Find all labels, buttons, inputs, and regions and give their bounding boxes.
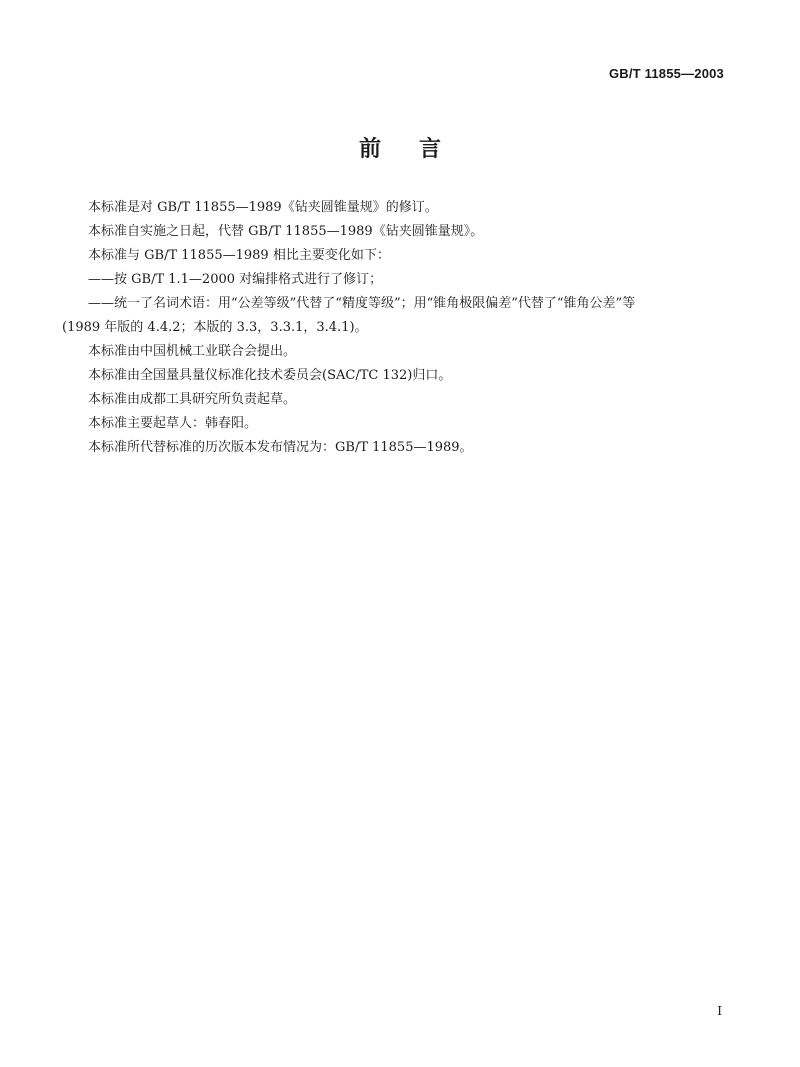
paragraph-proposed-by: 本标准由中国机械工业联合会提出。 [88,344,297,359]
list-item-terminology-continued: (1989 年版的 4.4.2；本版的 3.3，3.3.1，3.4.1)。 [62,320,368,335]
foreword-body [62,196,742,460]
page-number: I [717,1004,722,1018]
standard-number: GB/T 11855—2003 [608,66,724,81]
list-item-format-revision: ——按 GB/T 1.1—2000 对编排格式进行了修订； [88,272,383,287]
paragraph-drafted-by: 本标准由成都工具研究所负责起草。 [88,392,297,407]
paragraph-previous-editions: 本标准所代替标准的历次版本发布情况为：GB/T 11855—1989。 [88,440,473,455]
paragraph-centralized-by: 本标准由全国量具量仪标准化技术委员会(SAC/TC 132)归口。 [88,368,452,383]
paragraph-main-drafter: 本标准主要起草人：韩春阳。 [88,416,258,431]
page-title: 前言 [358,137,479,162]
paragraph-main-changes: 本标准与 GB/T 11855—1989 相比主要变化如下： [88,248,390,263]
paragraph-revision-of: 本标准是对 GB/T 11855—1989《钻夹圆锥量规》的修订。 [88,200,438,215]
list-item-terminology: ——统一了名词术语：用“公差等级”代替了“精度等级”；用“锥角极限偏差”代替了“锥角公差”等 [88,296,636,311]
paragraph-replaces: 本标准自实施之日起，代替 GB/T 11855—1989《钻夹圆锥量规》。 [88,224,484,239]
